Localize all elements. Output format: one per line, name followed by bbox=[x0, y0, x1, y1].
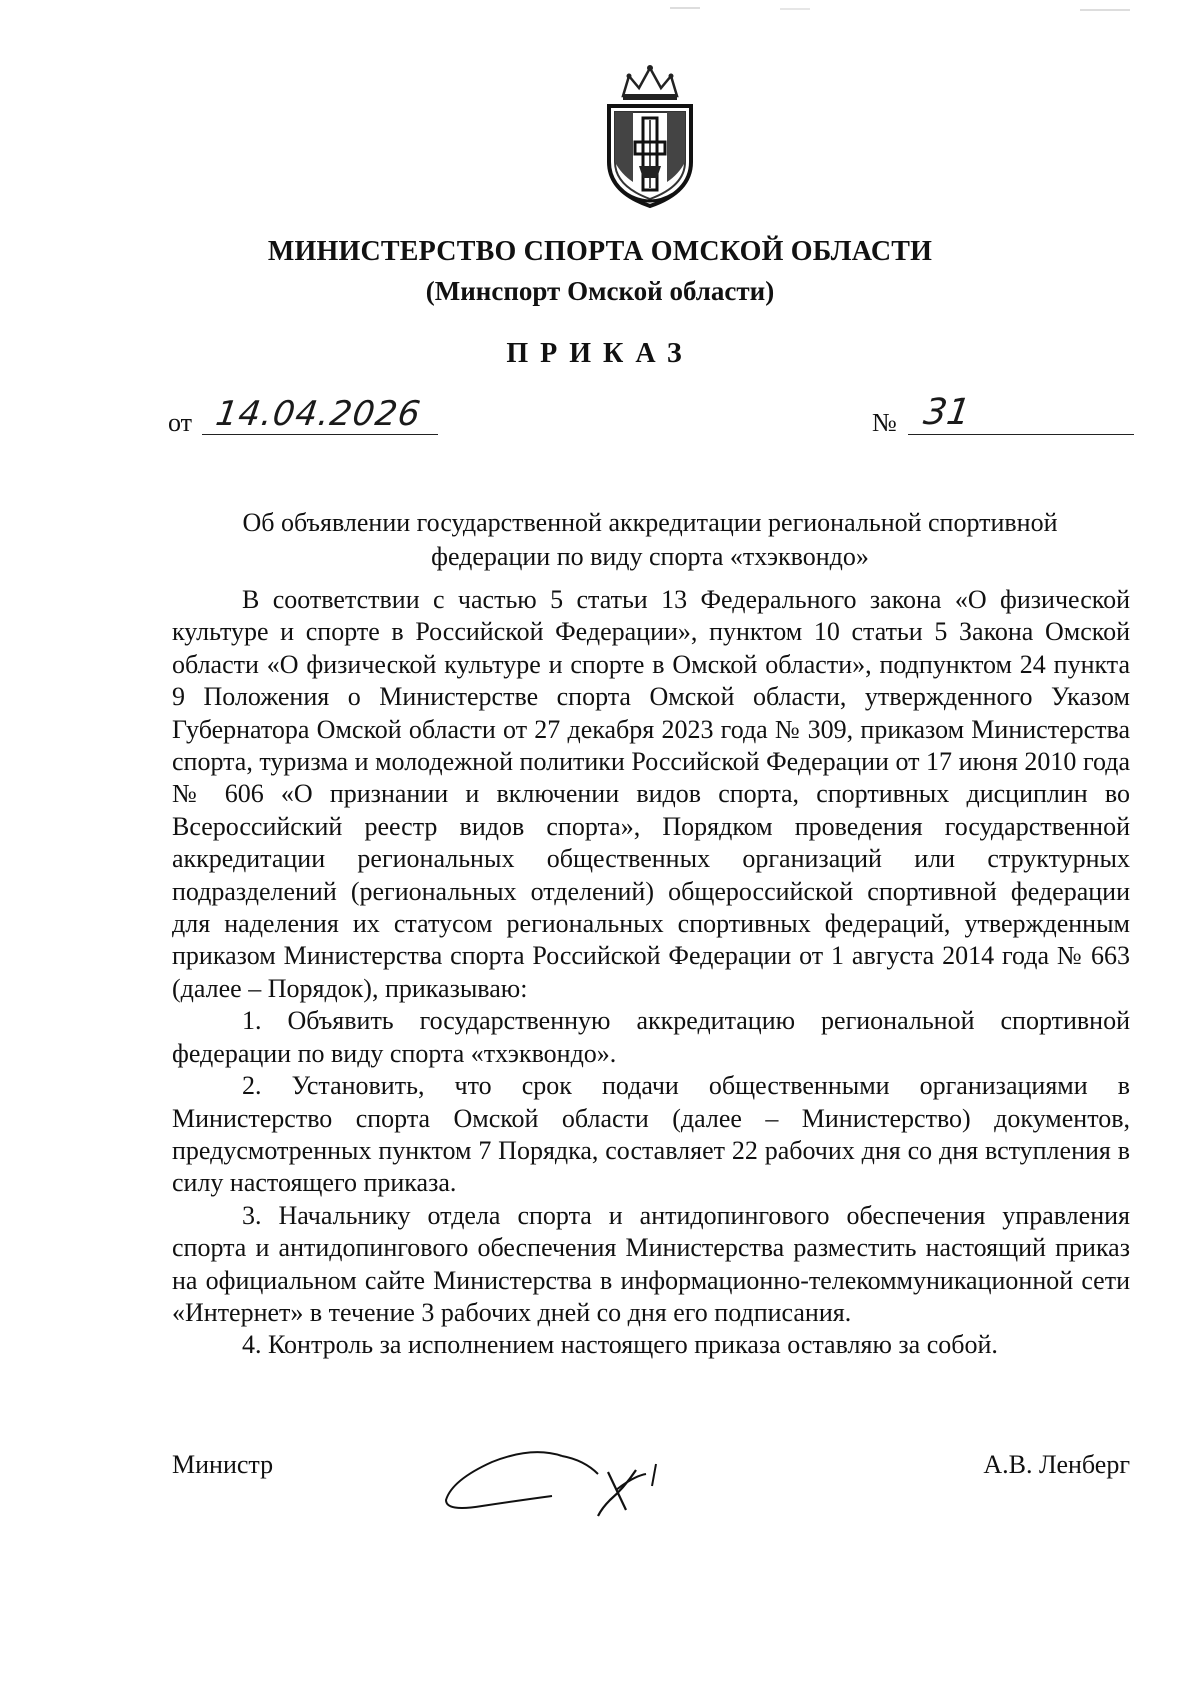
order-number bbox=[872, 392, 1134, 438]
body-paragraph-item-1: 1. Объявить государственную аккредитацию региональной спортивной федерации по виду спорта «тхэквондо». bbox=[172, 1006, 1130, 1068]
coat-of-arms-icon bbox=[599, 62, 701, 210]
organization-name: МИНИСТЕРСТВО СПОРТА ОМСКОЙ ОБЛАСТИ bbox=[267, 236, 933, 267]
number-value: 31 bbox=[921, 392, 973, 433]
body-paragraph-preamble: В соответствии с частью 5 статьи 13 Федерального закона «О физической культуре и спорте в Российской Федерации», пунктом 10 статьи 5 Закона Омской области «О физической культуре и спорте в Омской области», подпунктом 24 пункта 9 Положения о Министерстве спорта Омской области, утвержденного Указом Губернатора Омской области от 27 декабря 2023 года № 309, приказом Министерства спорта, туризма и молодежной политики Российской Федерации от 17 июня 2010 года № 606 «О признании и включении видов спорта, спортивных дисциплин во Всероссийский реестр видов спорта», Порядком проведения государственной аккредитации региональных общественных организаций или структурных подразделений (региональных отделений) общероссийской спортивной федерации для наделения их статусом региональных спортивных федераций, утвержденным приказом Министерства спорта Российской Федерации от 1 августа 2014 года № 663 (далее – Порядок), приказываю: bbox=[172, 585, 1130, 1003]
date-prefix: от bbox=[168, 408, 193, 437]
signer-name: А.В. Ленберг bbox=[983, 1450, 1130, 1479]
handwritten-signature-icon bbox=[412, 1434, 712, 1524]
body-paragraph-item-4: 4. Контроль за исполнением настоящего приказа оставляю за собой. bbox=[242, 1330, 998, 1360]
number-underline bbox=[908, 434, 1134, 435]
organization-short-name: (Минспорт Омской области) bbox=[425, 276, 775, 306]
subject-line: федерации по виду спорта «тхэквондо» bbox=[431, 542, 869, 571]
signer-title: Министр bbox=[172, 1450, 274, 1479]
body-paragraph-item-3: 3. Начальнику отдела спорта и антидопингового обеспечения управления спорта и антидопингового обеспечения Министерства разместить настоящий приказ на официальном сайте Министерства в информационно-телекоммуникационной сети «Интернет» в течение 3 рабочих дней со дня его подписания. bbox=[172, 1200, 1130, 1327]
order-date bbox=[168, 396, 438, 438]
order-body bbox=[172, 584, 1130, 1362]
document-type: ПРИКАЗ bbox=[506, 338, 694, 369]
signature-block bbox=[172, 1434, 1130, 1524]
date-underline bbox=[202, 434, 438, 435]
number-prefix: № bbox=[872, 408, 897, 437]
date-value: 14.04.2026 bbox=[213, 394, 424, 434]
scan-artifact bbox=[660, 4, 1160, 14]
subject-line: Об объявлении государственной аккредитации региональной спортивной bbox=[242, 508, 1058, 537]
order-subject bbox=[170, 506, 1130, 574]
body-paragraph-item-2: 2. Установить, что срок подачи общественными организациями в Министерство спорта Омской области (далее – Министерство) документов, предусмотренных пунктом 7 Порядка, составляет 22 рабочих дня со дня вступления в силу настоящего приказа. bbox=[172, 1071, 1130, 1198]
